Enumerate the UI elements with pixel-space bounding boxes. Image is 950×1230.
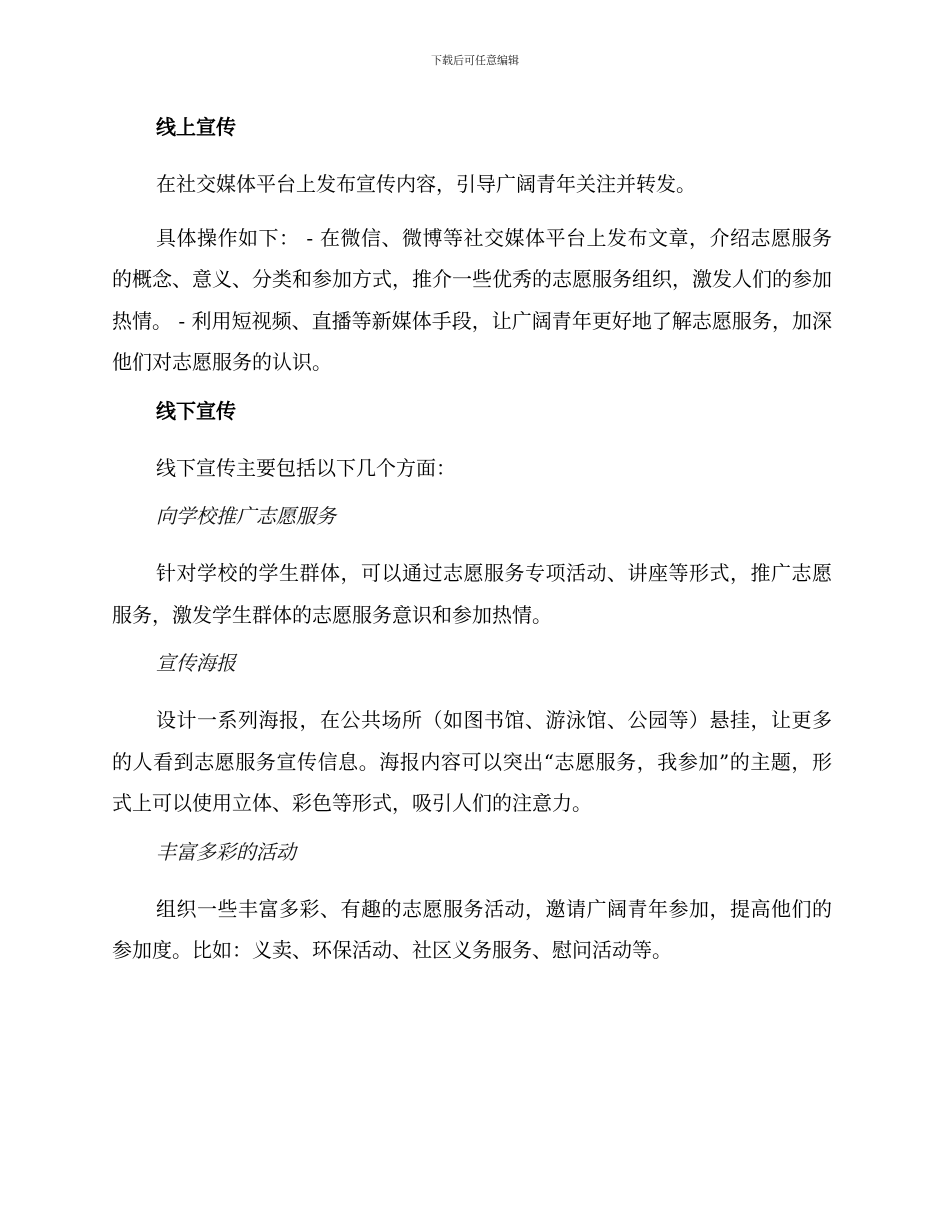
subheading-activities: 丰富多彩的活动	[156, 839, 296, 864]
paragraph-activities: 组织一些丰富多彩、有趣的志愿服务活动，邀请广阔青年参加，提高他们的参加度。比如：义卖、环保活动、社区义务服务、慰问活动等。	[112, 896, 832, 962]
subheading-school: 向学校推广志愿服务	[156, 504, 336, 528]
paragraph-poster: 设计一系列海报，在公共场所（如图书馆、游泳馆、公园等）悬挂，让更多的人看到志愿服务宣传信息。海报内容可以突出“志愿服务，我参加”的主题，形式上可以使用立体、彩色等形式，吸引人们的注意力。	[112, 708, 832, 815]
paragraph-school: 针对学校的学生群体，可以通过志愿服务专项活动、讲座等形式，推广志愿服务，激发学生群体的志愿服务意识和参加热情。	[112, 561, 832, 627]
heading-online-promotion: 线上宣传	[156, 115, 236, 139]
page-header: 下载后可任意编辑	[431, 54, 519, 67]
paragraph-offline-intro: 线下宣传主要包括以下几个方面：	[156, 455, 456, 480]
paragraph-online-intro: 在社交媒体平台上发布宣传内容，引导广阔青年关注并转发。	[156, 172, 696, 196]
heading-offline-promotion: 线下宣传	[156, 398, 236, 423]
paragraph-online-detail: 具体操作如下： - 在微信、微博等社交媒体平台上发布文章，介绍志愿服务的概念、意义、分类和参加方式，推介一些优秀的志愿服务组织，激发人们的参加热情。 - 利用短视频、直播等新媒体手段，让广阔青年更好地了解志愿服务，加深他们对志愿服务的认识。	[112, 225, 832, 374]
subheading-poster: 宣传海报	[156, 651, 236, 675]
document-body	[112, 112, 832, 984]
